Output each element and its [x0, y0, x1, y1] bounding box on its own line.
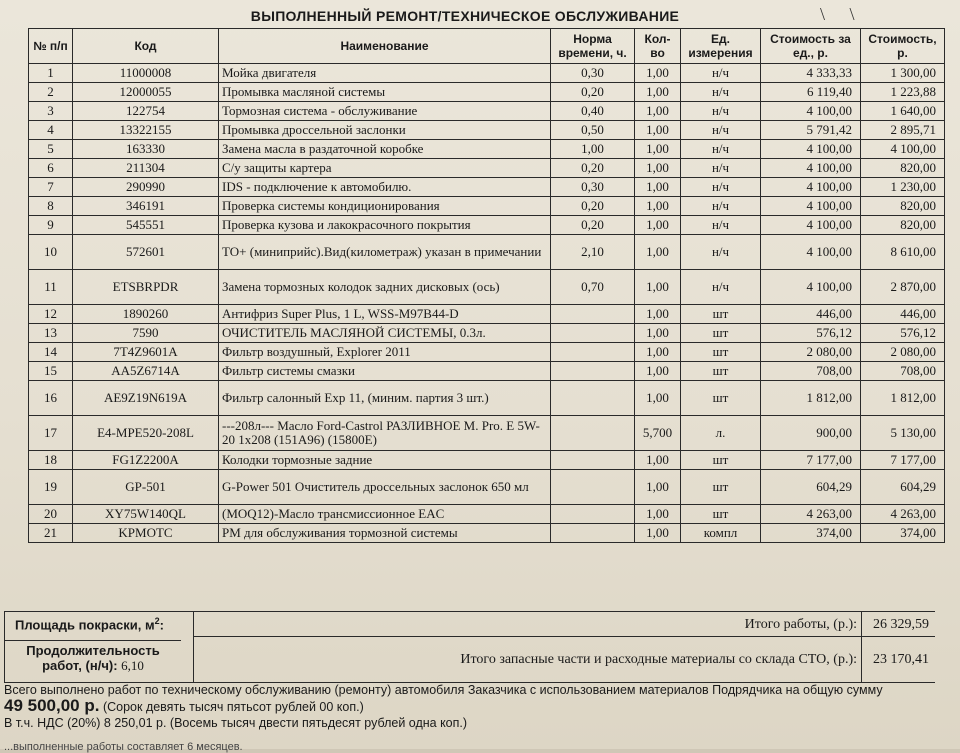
cell-total: 4 263,00 [861, 505, 945, 524]
cell-code: 572601 [73, 235, 219, 270]
summary-amount: 49 500,00 р. [4, 696, 100, 715]
cell-norm: 0,20 [551, 159, 635, 178]
paint-area-label: Площадь покраски, $м^2$: [15, 616, 164, 633]
cell-name: (MOQ12)-Масло трансмиссионное EAC [219, 505, 551, 524]
header-num: № п/п [29, 29, 73, 64]
cell-norm: 0,70 [551, 270, 635, 305]
cell-qty: 1,00 [635, 524, 681, 543]
cell-price: 604,29 [761, 470, 861, 505]
cell-unit: н/ч [681, 216, 761, 235]
cell-n: 19 [29, 470, 73, 505]
cell-qty: 1,00 [635, 83, 681, 102]
cell-code: 11000008 [73, 64, 219, 83]
cell-unit: н/ч [681, 270, 761, 305]
cell-code: 290990 [73, 178, 219, 197]
cell-norm: 0,30 [551, 64, 635, 83]
cell-code: AA5Z6714A [73, 362, 219, 381]
cell-code: 7T4Z9601A [73, 343, 219, 362]
cell-total: 820,00 [861, 159, 945, 178]
cell-name: Проверка системы кондиционирования [219, 197, 551, 216]
cell-price: 2 080,00 [761, 343, 861, 362]
cell-name: IDS - подключение к автомобилю. [219, 178, 551, 197]
cell-unit: шт [681, 305, 761, 324]
cell-n: 20 [29, 505, 73, 524]
table-row [29, 505, 945, 524]
table-row [29, 305, 945, 324]
parts-total-label: Итого запасные части и расходные материалы со склада СТО, (р.): [460, 652, 857, 667]
cell-name: ТО+ (миниприйс).Вид(километраж) указан в примечании [219, 235, 551, 270]
cell-norm: 0,30 [551, 178, 635, 197]
cell-n: 7 [29, 178, 73, 197]
cell-total: 820,00 [861, 216, 945, 235]
cell-price: 708,00 [761, 362, 861, 381]
cut-off-line: ...выполненные работы составляет 6 месяцев. [4, 741, 243, 753]
header-norm: Норма времени, ч. [551, 29, 635, 64]
cell-n: 21 [29, 524, 73, 543]
cell-n: 13 [29, 324, 73, 343]
cell-qty: 1,00 [635, 159, 681, 178]
cell-n: 12 [29, 305, 73, 324]
cell-code: 7590 [73, 324, 219, 343]
cell-n: 8 [29, 197, 73, 216]
cell-total: 2 870,00 [861, 270, 945, 305]
header-unit: Ед. измерения [681, 29, 761, 64]
cell-qty: 1,00 [635, 381, 681, 416]
cell-code: 163330 [73, 140, 219, 159]
cell-unit: н/ч [681, 197, 761, 216]
duration-block [5, 640, 181, 673]
parts-total-value: 23 170,41 [873, 652, 929, 667]
cell-norm: 1,00 [551, 140, 635, 159]
cell-total: 5 130,00 [861, 416, 945, 451]
cell-name: G-Power 501 Очиститель дроссельных заслонок 650 мл [219, 470, 551, 505]
cell-n: 10 [29, 235, 73, 270]
table-header-row [29, 29, 945, 64]
cell-total: 1 640,00 [861, 102, 945, 121]
cell-price: 4 100,00 [761, 197, 861, 216]
cell-total: 1 812,00 [861, 381, 945, 416]
repair-table [28, 28, 945, 543]
summary-amount-words: (Сорок девять тысяч пятьсот рублей 00 коп.) [102, 700, 364, 714]
cell-n: 18 [29, 451, 73, 470]
summary-amount-line [4, 698, 934, 715]
totals-divider [193, 636, 935, 637]
work-total-value: 26 329,59 [873, 617, 929, 632]
duration-label: Продолжительность работ, (н/ч): [26, 643, 160, 673]
cell-qty: 5,700 [635, 416, 681, 451]
cell-norm [551, 324, 635, 343]
cell-price: 576,12 [761, 324, 861, 343]
table-row [29, 83, 945, 102]
table-row [29, 324, 945, 343]
table-row [29, 362, 945, 381]
table-row [29, 343, 945, 362]
cell-total: 1 230,00 [861, 178, 945, 197]
header-total: Стоимость, р. [861, 29, 945, 64]
cell-name: Проверка кузова и лакокрасочного покрытия [219, 216, 551, 235]
cell-total: 604,29 [861, 470, 945, 505]
cell-norm: 0,20 [551, 197, 635, 216]
cell-norm [551, 416, 635, 451]
cell-qty: 1,00 [635, 178, 681, 197]
cell-unit: шт [681, 362, 761, 381]
cell-unit: шт [681, 324, 761, 343]
cell-price: 4 100,00 [761, 140, 861, 159]
cell-qty: 1,00 [635, 362, 681, 381]
table-body [29, 64, 945, 543]
cell-n: 15 [29, 362, 73, 381]
cell-total: 708,00 [861, 362, 945, 381]
cell-n: 5 [29, 140, 73, 159]
cell-n: 4 [29, 121, 73, 140]
duration-value: 6,10 [121, 658, 144, 673]
cell-norm: 0,40 [551, 102, 635, 121]
table-row [29, 451, 945, 470]
cell-name: ---208л--- Масло Ford-Castrol РАЗЛИВНОЕ M. Pro. E 5W-20 1x208 (151A96) (15800E) [219, 416, 551, 451]
cell-qty: 1,00 [635, 64, 681, 83]
cell-name: Тормозная система - обслуживание [219, 102, 551, 121]
cell-unit: шт [681, 451, 761, 470]
cell-qty: 1,00 [635, 505, 681, 524]
cell-n: 14 [29, 343, 73, 362]
cell-price: 4 263,00 [761, 505, 861, 524]
cell-price: 374,00 [761, 524, 861, 543]
table-row [29, 159, 945, 178]
cell-unit: компл [681, 524, 761, 543]
summary-block [4, 682, 934, 731]
header-name: Наименование [219, 29, 551, 64]
table-row [29, 524, 945, 543]
cell-norm [551, 305, 635, 324]
cell-qty: 1,00 [635, 121, 681, 140]
cell-name: С/у защиты картера [219, 159, 551, 178]
cell-price: 5 791,42 [761, 121, 861, 140]
cell-qty: 1,00 [635, 305, 681, 324]
cell-unit: н/ч [681, 140, 761, 159]
table-row [29, 140, 945, 159]
cell-price: 4 100,00 [761, 216, 861, 235]
cell-total: 4 100,00 [861, 140, 945, 159]
cell-name: PM для обслуживания тормозной системы [219, 524, 551, 543]
cell-n: 9 [29, 216, 73, 235]
cell-name: Фильтр салонный Exp 11, (миним. партия 3 шт.) [219, 381, 551, 416]
cell-price: 4 100,00 [761, 235, 861, 270]
cell-norm [551, 524, 635, 543]
cell-norm: 0,20 [551, 83, 635, 102]
cell-qty: 1,00 [635, 343, 681, 362]
cell-name: ОЧИСТИТЕЛЬ МАСЛЯНОЙ СИСТЕМЫ, 0.3л. [219, 324, 551, 343]
cell-n: 6 [29, 159, 73, 178]
cell-code: 13322155 [73, 121, 219, 140]
cell-total: 446,00 [861, 305, 945, 324]
cell-unit: шт [681, 343, 761, 362]
cell-norm [551, 470, 635, 505]
header-code: Код [73, 29, 219, 64]
cell-qty: 1,00 [635, 470, 681, 505]
cell-name: Промывка дроссельной заслонки [219, 121, 551, 140]
cell-unit: н/ч [681, 159, 761, 178]
work-total-label: Итого работы, (р.): [744, 617, 857, 632]
cell-unit: н/ч [681, 121, 761, 140]
cell-code: AE9Z19N619A [73, 381, 219, 416]
cell-norm [551, 451, 635, 470]
totals-value-separator [861, 612, 862, 682]
cell-price: 900,00 [761, 416, 861, 451]
cell-qty: 1,00 [635, 102, 681, 121]
table-row [29, 178, 945, 197]
cell-total: 576,12 [861, 324, 945, 343]
cell-name: Колодки тормозные задние [219, 451, 551, 470]
cell-qty: 1,00 [635, 451, 681, 470]
header-qty: Кол-во [635, 29, 681, 64]
cell-price: 446,00 [761, 305, 861, 324]
cell-unit: н/ч [681, 235, 761, 270]
cell-qty: 1,00 [635, 216, 681, 235]
cell-total: 374,00 [861, 524, 945, 543]
cell-price: 7 177,00 [761, 451, 861, 470]
table-row [29, 416, 945, 451]
cell-norm: 0,20 [551, 216, 635, 235]
cell-code: 12000055 [73, 83, 219, 102]
cell-code: 211304 [73, 159, 219, 178]
cell-name: Антифриз Super Plus, 1 L, WSS-M97B44-D [219, 305, 551, 324]
cell-code: E4-MPE520-208L [73, 416, 219, 451]
table-row [29, 270, 945, 305]
table-row [29, 470, 945, 505]
cell-total: 2 080,00 [861, 343, 945, 362]
table-row [29, 381, 945, 416]
cell-code: ETSBRPDR [73, 270, 219, 305]
cell-price: 4 100,00 [761, 270, 861, 305]
document-title: ВЫПОЛНЕННЫЙ РЕМОНТ/ТЕХНИЧЕСКОЕ ОБСЛУЖИВАНИЕ [250, 8, 680, 24]
cell-name: Промывка масляной системы [219, 83, 551, 102]
cell-unit: шт [681, 381, 761, 416]
cell-code: GP-501 [73, 470, 219, 505]
cell-code: 545551 [73, 216, 219, 235]
cell-qty: 1,00 [635, 270, 681, 305]
cell-code: XY75W140QL [73, 505, 219, 524]
cell-code: 122754 [73, 102, 219, 121]
cell-name: Фильтр воздушный, Explorer 2011 [219, 343, 551, 362]
cell-total: 1 223,88 [861, 83, 945, 102]
cell-total: 1 300,00 [861, 64, 945, 83]
cell-total: 7 177,00 [861, 451, 945, 470]
handwritten-marks: \ \ [820, 4, 865, 24]
cell-price: 1 812,00 [761, 381, 861, 416]
header-price: Стоимость за ед., р. [761, 29, 861, 64]
cell-norm [551, 362, 635, 381]
table-row [29, 121, 945, 140]
cell-norm [551, 381, 635, 416]
cell-qty: 1,00 [635, 197, 681, 216]
cell-n: 11 [29, 270, 73, 305]
table-row [29, 102, 945, 121]
cell-price: 4 100,00 [761, 159, 861, 178]
cell-price: 4 100,00 [761, 178, 861, 197]
cell-code: FG1Z2200A [73, 451, 219, 470]
summary-line: Всего выполнено работ по техническому обслуживанию (ремонту) автомобиля Заказчика с использованием материалов Подрядчика на общую сумму [4, 683, 883, 697]
table-row [29, 235, 945, 270]
cell-code: 1890260 [73, 305, 219, 324]
cell-norm [551, 505, 635, 524]
summary-vat: В т.ч. НДС (20%) 8 250,01 р. (Восемь тысяч двести пятьдесят рублей одна коп.) [4, 716, 468, 730]
cell-n: 1 [29, 64, 73, 83]
table-row [29, 197, 945, 216]
cell-unit: н/ч [681, 83, 761, 102]
cell-unit: н/ч [681, 102, 761, 121]
cell-price: 6 119,40 [761, 83, 861, 102]
table-row [29, 216, 945, 235]
cell-n: 16 [29, 381, 73, 416]
table-row [29, 64, 945, 83]
cell-n: 2 [29, 83, 73, 102]
cell-norm: 0,50 [551, 121, 635, 140]
cell-unit: л. [681, 416, 761, 451]
cell-norm [551, 343, 635, 362]
cell-n: 17 [29, 416, 73, 451]
totals-block [4, 611, 935, 683]
cell-name: Мойка двигателя [219, 64, 551, 83]
cell-unit: н/ч [681, 64, 761, 83]
cell-name: Фильтр системы смазки [219, 362, 551, 381]
cell-qty: 1,00 [635, 140, 681, 159]
cell-price: 4 100,00 [761, 102, 861, 121]
cell-norm: 2,10 [551, 235, 635, 270]
totals-left [5, 612, 194, 682]
cell-unit: шт [681, 470, 761, 505]
cell-code: 346191 [73, 197, 219, 216]
cell-total: 820,00 [861, 197, 945, 216]
cell-n: 3 [29, 102, 73, 121]
cell-name: Замена масла в раздаточной коробке [219, 140, 551, 159]
cell-qty: 1,00 [635, 235, 681, 270]
cell-name: Замена тормозных колодок задних дисковых (ось) [219, 270, 551, 305]
cell-total: 8 610,00 [861, 235, 945, 270]
cell-code: KPMOTC [73, 524, 219, 543]
cell-qty: 1,00 [635, 324, 681, 343]
cell-total: 2 895,71 [861, 121, 945, 140]
cell-unit: шт [681, 505, 761, 524]
cell-price: 4 333,33 [761, 64, 861, 83]
cell-unit: н/ч [681, 178, 761, 197]
